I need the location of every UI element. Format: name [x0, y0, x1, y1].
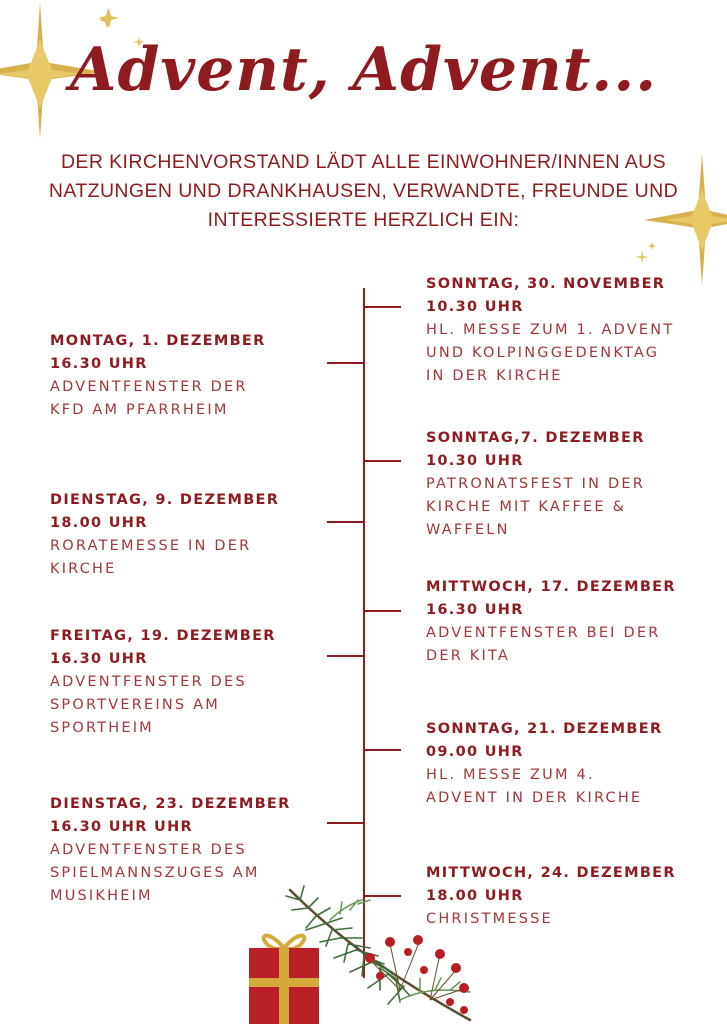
event-time: 10.30 UHR	[426, 453, 524, 469]
event-description: ADVENT IN DER KIRCHE	[426, 790, 643, 806]
event-description: UND KOLPINGGEDENKTAG	[426, 345, 660, 361]
event-description: RORATEMESSE IN DER	[50, 538, 252, 554]
event-time: 16.30 UHR	[50, 651, 148, 667]
event-item	[426, 718, 662, 810]
timeline-tick	[327, 362, 363, 364]
event-time: 18.00 UHR	[426, 888, 524, 904]
event-description: CHRISTMESSE	[426, 911, 553, 927]
timeline-tick	[365, 306, 401, 308]
event-date: SONNTAG, 30. NOVEMBER	[426, 276, 666, 292]
timeline-tick	[365, 749, 401, 751]
event-time: 16.30 UHR	[50, 356, 148, 372]
event-date: SONNTAG, 21. DEZEMBER	[426, 721, 663, 737]
event-description: ADVENTFENSTER DER	[50, 379, 248, 395]
intro-text	[40, 148, 687, 235]
timeline-line	[363, 288, 365, 978]
event-description: KIRCHE MIT KAFFEE &	[426, 499, 627, 515]
event-time: 10.30 UHR	[426, 299, 524, 315]
event-time: 16.30 UHR	[426, 602, 524, 618]
event-description: KIRCHE	[50, 561, 117, 577]
event-description: SPIELMANNSZUGES AM	[50, 865, 260, 881]
event-description: ADVENTFENSTER DES	[50, 674, 247, 690]
event-date: MITTWOCH, 24. DEZEMBER	[426, 865, 676, 881]
event-description: IN DER KIRCHE	[426, 368, 563, 384]
event-date: DIENSTAG, 23. DEZEMBER	[50, 796, 291, 812]
event-item	[50, 489, 279, 581]
timeline-tick	[327, 521, 363, 523]
intro-line: INTERESSIERTE HERZLICH EIN:	[207, 209, 520, 231]
event-description: SPORTHEIM	[50, 720, 154, 736]
timeline-tick	[327, 822, 363, 824]
event-item	[426, 427, 645, 542]
event-item	[426, 576, 676, 668]
event-description: MUSIKHEIM	[50, 888, 153, 904]
event-description: PATRONATSFEST IN DER	[426, 476, 645, 492]
event-item	[50, 330, 266, 422]
intro-line: DER KIRCHENVORSTAND LÄDT ALLE EINWOHNER/INNEN AUS	[60, 151, 667, 173]
event-description: HL. MESSE ZUM 4.	[426, 767, 595, 783]
event-description: ADVENTFENSTER DES	[50, 842, 247, 858]
event-time: 09.00 UHR	[426, 744, 524, 760]
intro-line: NATZUNGEN UND DRANKHAUSEN, VERWANDTE, FREUNDE UND	[48, 180, 679, 202]
event-item	[50, 625, 276, 740]
event-date: MONTAG, 1. DEZEMBER	[50, 333, 266, 349]
event-date: MITTWOCH, 17. DEZEMBER	[426, 579, 676, 595]
event-description: DER KITA	[426, 648, 511, 664]
event-description: WAFFELN	[426, 522, 510, 538]
event-date: SONNTAG,7. DEZEMBER	[426, 430, 645, 446]
timeline-tick	[365, 460, 401, 462]
berries-icon	[360, 930, 480, 1024]
page-title: Advent, Advent...	[69, 35, 658, 105]
event-description: KFD AM PFARRHEIM	[50, 402, 229, 418]
event-time: 18.00 UHR	[50, 515, 148, 531]
timeline-tick	[327, 655, 363, 657]
event-description: ADVENTFENSTER BEI DER	[426, 625, 661, 641]
event-date: DIENSTAG, 9. DEZEMBER	[50, 492, 280, 508]
event-description: HL. MESSE ZUM 1. ADVENT	[426, 322, 675, 338]
event-item	[426, 273, 674, 388]
event-item	[50, 793, 291, 908]
event-description: SPORTVEREINS AM	[50, 697, 220, 713]
gift-icon	[247, 918, 321, 1024]
event-date: FREITAG, 19. DEZEMBER	[50, 628, 276, 644]
event-time: 16.30 UHR UHR	[50, 819, 194, 835]
timeline-tick	[365, 610, 401, 612]
